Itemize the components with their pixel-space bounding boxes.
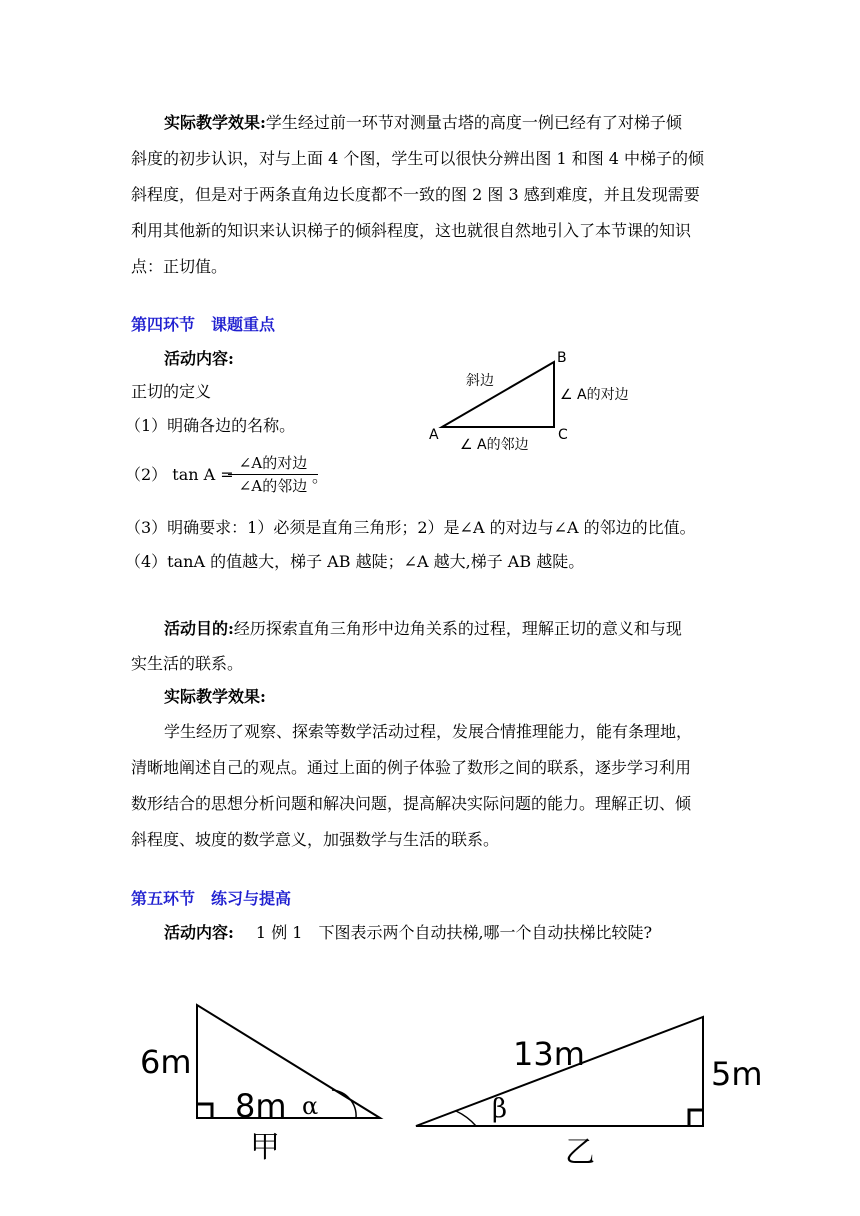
triangle-adjacent-label: ∠ A的邻边: [460, 437, 529, 453]
section3-effect-line4: 利用其他新的知识来认识梯子的倾斜程度，这也就很自然地引入了本节课的知识: [131, 221, 692, 240]
section4-purpose-label: 活动目的:: [164, 619, 234, 638]
section3-effect-line3: 斜程度，但是对于两条直角边长度都不一致的图 2 图 3 感到难度，并且发现需要: [131, 185, 700, 204]
escalator-right-hypotenuse-label: 13m: [513, 1035, 585, 1073]
triangle-vertex-b: B: [557, 350, 567, 366]
section4-heading: 第四环节 课题重点: [131, 315, 276, 334]
section5-activity-text: 1 例 1 下图表示两个自动扶梯,哪一个自动扶梯比较陡?: [255, 923, 653, 942]
fraction-numerator: ∠A的对边: [228, 452, 318, 475]
section4-activity-label: 活动内容:: [164, 349, 234, 368]
escalator-right-angle-arc: [456, 1111, 476, 1126]
definition-item-3: （3）明确要求：1）必须是直角三角形；2）是∠A 的对边与∠A 的邻边的比值。: [125, 518, 696, 537]
definition-item-1: （1）明确各边的名称。: [125, 416, 296, 435]
escalator-left-angle-label: α: [302, 1092, 319, 1120]
triangle-vertex-a: A: [429, 427, 439, 443]
definition-item-2-suffix: 。: [312, 467, 329, 486]
section5-activity: [164, 922, 652, 944]
escalator-right-right-angle: [689, 1110, 703, 1126]
escalator-right-height-label: 5m: [711, 1055, 763, 1093]
section5-activity-label: 活动内容:: [164, 923, 234, 942]
escalator-left-angle-arc: [332, 1090, 356, 1118]
section4-effect-label: 实际教学效果:: [164, 687, 266, 706]
section3-effect-text: 学生经过前一环节对测量古塔的高度一例已经有了对梯子倾: [265, 113, 682, 132]
triangle-opposite-label: ∠ A的对边: [560, 387, 629, 403]
escalator-left-right-angle: [197, 1104, 212, 1118]
section4-purpose-line1: [164, 618, 682, 640]
right-triangle-abc: [442, 362, 554, 427]
escalator-left-height-label: 6m: [140, 1043, 192, 1081]
section4-effect-line4: 斜程度、坡度的数学意义，加强数学与生活的联系。: [131, 830, 500, 849]
definition-item-2-prefix: （2） tan A =: [125, 465, 234, 484]
escalator-left-name: 甲: [250, 1130, 280, 1165]
section4-purpose-line2: 实生活的联系。: [131, 654, 244, 673]
definition-title: 正切的定义: [131, 382, 212, 401]
definition-item-4: （4）tanA 的值越大，梯子 AB 越陡；∠A 越大,梯子 AB 越陡。: [125, 552, 585, 571]
triangle-hypotenuse-label: 斜边: [466, 373, 494, 389]
escalator-left-base-label: 8m: [235, 1087, 287, 1125]
fraction-denominator: ∠A的邻边: [238, 477, 308, 495]
section3-effect-label: 实际教学效果:: [164, 113, 266, 132]
section3-effect-line2: 斜度的初步认识，对与上面 4 个图，学生可以很快分辨出图 1 和图 4 中梯子的倾: [131, 149, 705, 168]
section3-effect-line5: 点：正切值。: [131, 257, 228, 276]
escalator-right-name: 乙: [565, 1135, 595, 1170]
section4-purpose-text: 经历探索直角三角形中边角关系的过程，理解正切的意义和与现: [233, 619, 682, 638]
section4-effect-line3: 数形结合的思想分析问题和解决问题，提高解决实际问题的能力。理解正切、倾: [131, 794, 692, 813]
section5-heading: 第五环节 练习与提高: [131, 889, 292, 908]
triangle-vertex-c: C: [558, 427, 568, 443]
escalator-left-triangle: [197, 1005, 380, 1118]
section4-effect-line2: 清晰地阐述自己的观点。通过上面的例子体验了数形之间的联系，逐步学习利用: [131, 758, 692, 777]
section4-effect-line1: 学生经历了观察、探索等数学活动过程，发展合情推理能力，能有条理地，: [164, 722, 693, 741]
escalator-right-angle-label: β: [492, 1094, 508, 1124]
